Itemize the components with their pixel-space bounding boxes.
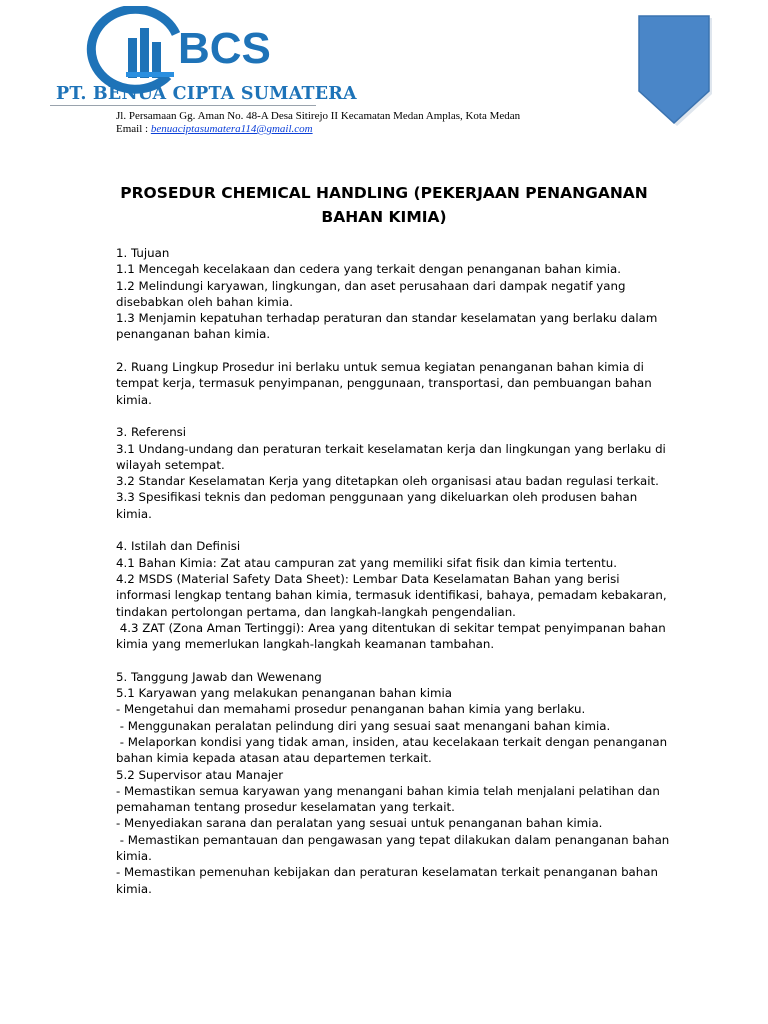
body-line: - Memastikan pemenuhan kebijakan dan peraturan keselamatan terkait penanganan bahan [116,865,658,880]
body-line: kimia. [116,848,152,863]
body-line: disebabkan oleh bahan kimia. [116,294,293,309]
body-line: tempat kerja, termasuk penyimpanan, penggunaan, transportasi, dan pembuangan bahan [116,376,652,391]
email-label: Email : [116,123,149,135]
body-line: 4.2 MSDS (Material Safety Data Sheet): Lembar Data Keselamatan Bahan yang berisi [116,571,620,586]
title-line: BAHAN KIMIA) [321,208,447,226]
logo-base [126,72,174,77]
blank-line [116,408,664,424]
document-body [116,245,670,897]
body-line: kimia. [116,392,152,407]
body-line: wilayah setempat. [116,457,225,472]
body-line: 5.2 Supervisor atau Manajer [116,767,284,782]
body-line: bahan kimia kepada atasan atau departemen terkait. [116,751,432,766]
logo-building [140,28,149,78]
company-name: PT. BENUA CIPTA SUMATERA [56,84,357,104]
body-line: 4. Istilah dan Definisi [116,539,241,554]
body-line: 4.1 Bahan Kimia: Zat atau campuran zat yang memiliki sifat fisik dan kimia tertentu. [116,555,617,570]
document-title [108,181,660,229]
body-line: 2. Ruang Lingkup Prosedur ini berlaku untuk semua kegiatan penanganan bahan kimia di [116,360,644,375]
email-line [116,123,520,136]
body-line: - Melaporkan kondisi yang tidak aman, insiden, atau kecelakaan terkait dengan penanganan [116,734,668,749]
body-line: - Mengetahui dan memahami prosedur penanganan bahan kimia yang berlaku. [116,702,586,717]
body-line: 1. Tujuan [116,246,170,260]
body-line: 1.3 Menjamin kepatuhan terhadap peraturan dan standar keselamatan yang berlaku dalam [116,311,658,326]
body-line: 3. Referensi [116,425,187,440]
email-link[interactable]: benuaciptasumatera114@gmail.com [150,123,313,135]
body-line: kimia. [116,506,152,521]
header-divider [50,105,316,106]
body-line: penanganan bahan kimia. [116,327,271,342]
blank-line [116,522,664,538]
body-line: - Menggunakan peralatan pelindung diri yang sesuai saat menangani bahan kimia. [116,718,611,733]
body-line: 4.3 ZAT (Zona Aman Tertinggi): Area yang ditentukan di sekitar tempat penyimpanan bahan [116,620,666,635]
body-line: tindakan pertolongan pertama, dan langkah-langkah pengendalian. [116,604,516,619]
title-line: PROSEDUR CHEMICAL HANDLING (PEKERJAAN PENANGANAN [120,184,648,202]
bookmark-ribbon-icon [636,14,716,130]
body-line: pemahaman tentang prosedur keselamatan yang terkait. [116,800,455,815]
body-line: - Memastikan semua karyawan yang menangani bahan kimia telah menjalani pelatihan dan [116,783,660,798]
body-line: kimia. [116,881,152,896]
body-line: 1.2 Melindungi karyawan, lingkungan, dan aset perusahaan dari dampak negatif yang [116,278,626,293]
body-line: - Menyediakan sarana dan peralatan yang sesuai untuk penanganan bahan kimia. [116,816,603,831]
body-line: - Memastikan pemantauan dan pengawasan yang tepat dilakukan dalam penanganan bahan [116,832,670,847]
logo-text: BCS [178,24,271,73]
body-line: 3.3 Spesifikasi teknis dan pedoman penggunaan yang dikeluarkan oleh produsen bahan [116,490,638,505]
address-line: Jl. Persamaan Gg. Aman No. 48-A Desa Sitirejo II Kecamatan Medan Amplas, Kota Medan [116,110,521,122]
blank-line [116,652,664,668]
body-line: informasi lengkap tentang bahan kimia, termasuk identifikasi, bahaya, pemadam kebakaran, [116,588,667,603]
body-line: 3.1 Undang-undang dan peraturan terkait keselamatan kerja dan lingkungan yang berlaku di [116,441,666,456]
blank-line [116,343,664,359]
company-address [116,110,520,136]
body-line: 5.1 Karyawan yang melakukan penanganan bahan kimia [116,686,452,701]
body-line: kimia yang memerlukan langkah-langkah keamanan tambahan. [116,637,495,652]
body-line: 3.2 Standar Keselamatan Kerja yang ditetapkan oleh organisasi atau badan regulasi terkait. [116,474,659,489]
body-line: 5. Tanggung Jawab dan Wewenang [116,669,322,684]
body-line: 1.1 Mencegah kecelakaan dan cedera yang terkait dengan penanganan bahan kimia. [116,262,622,277]
